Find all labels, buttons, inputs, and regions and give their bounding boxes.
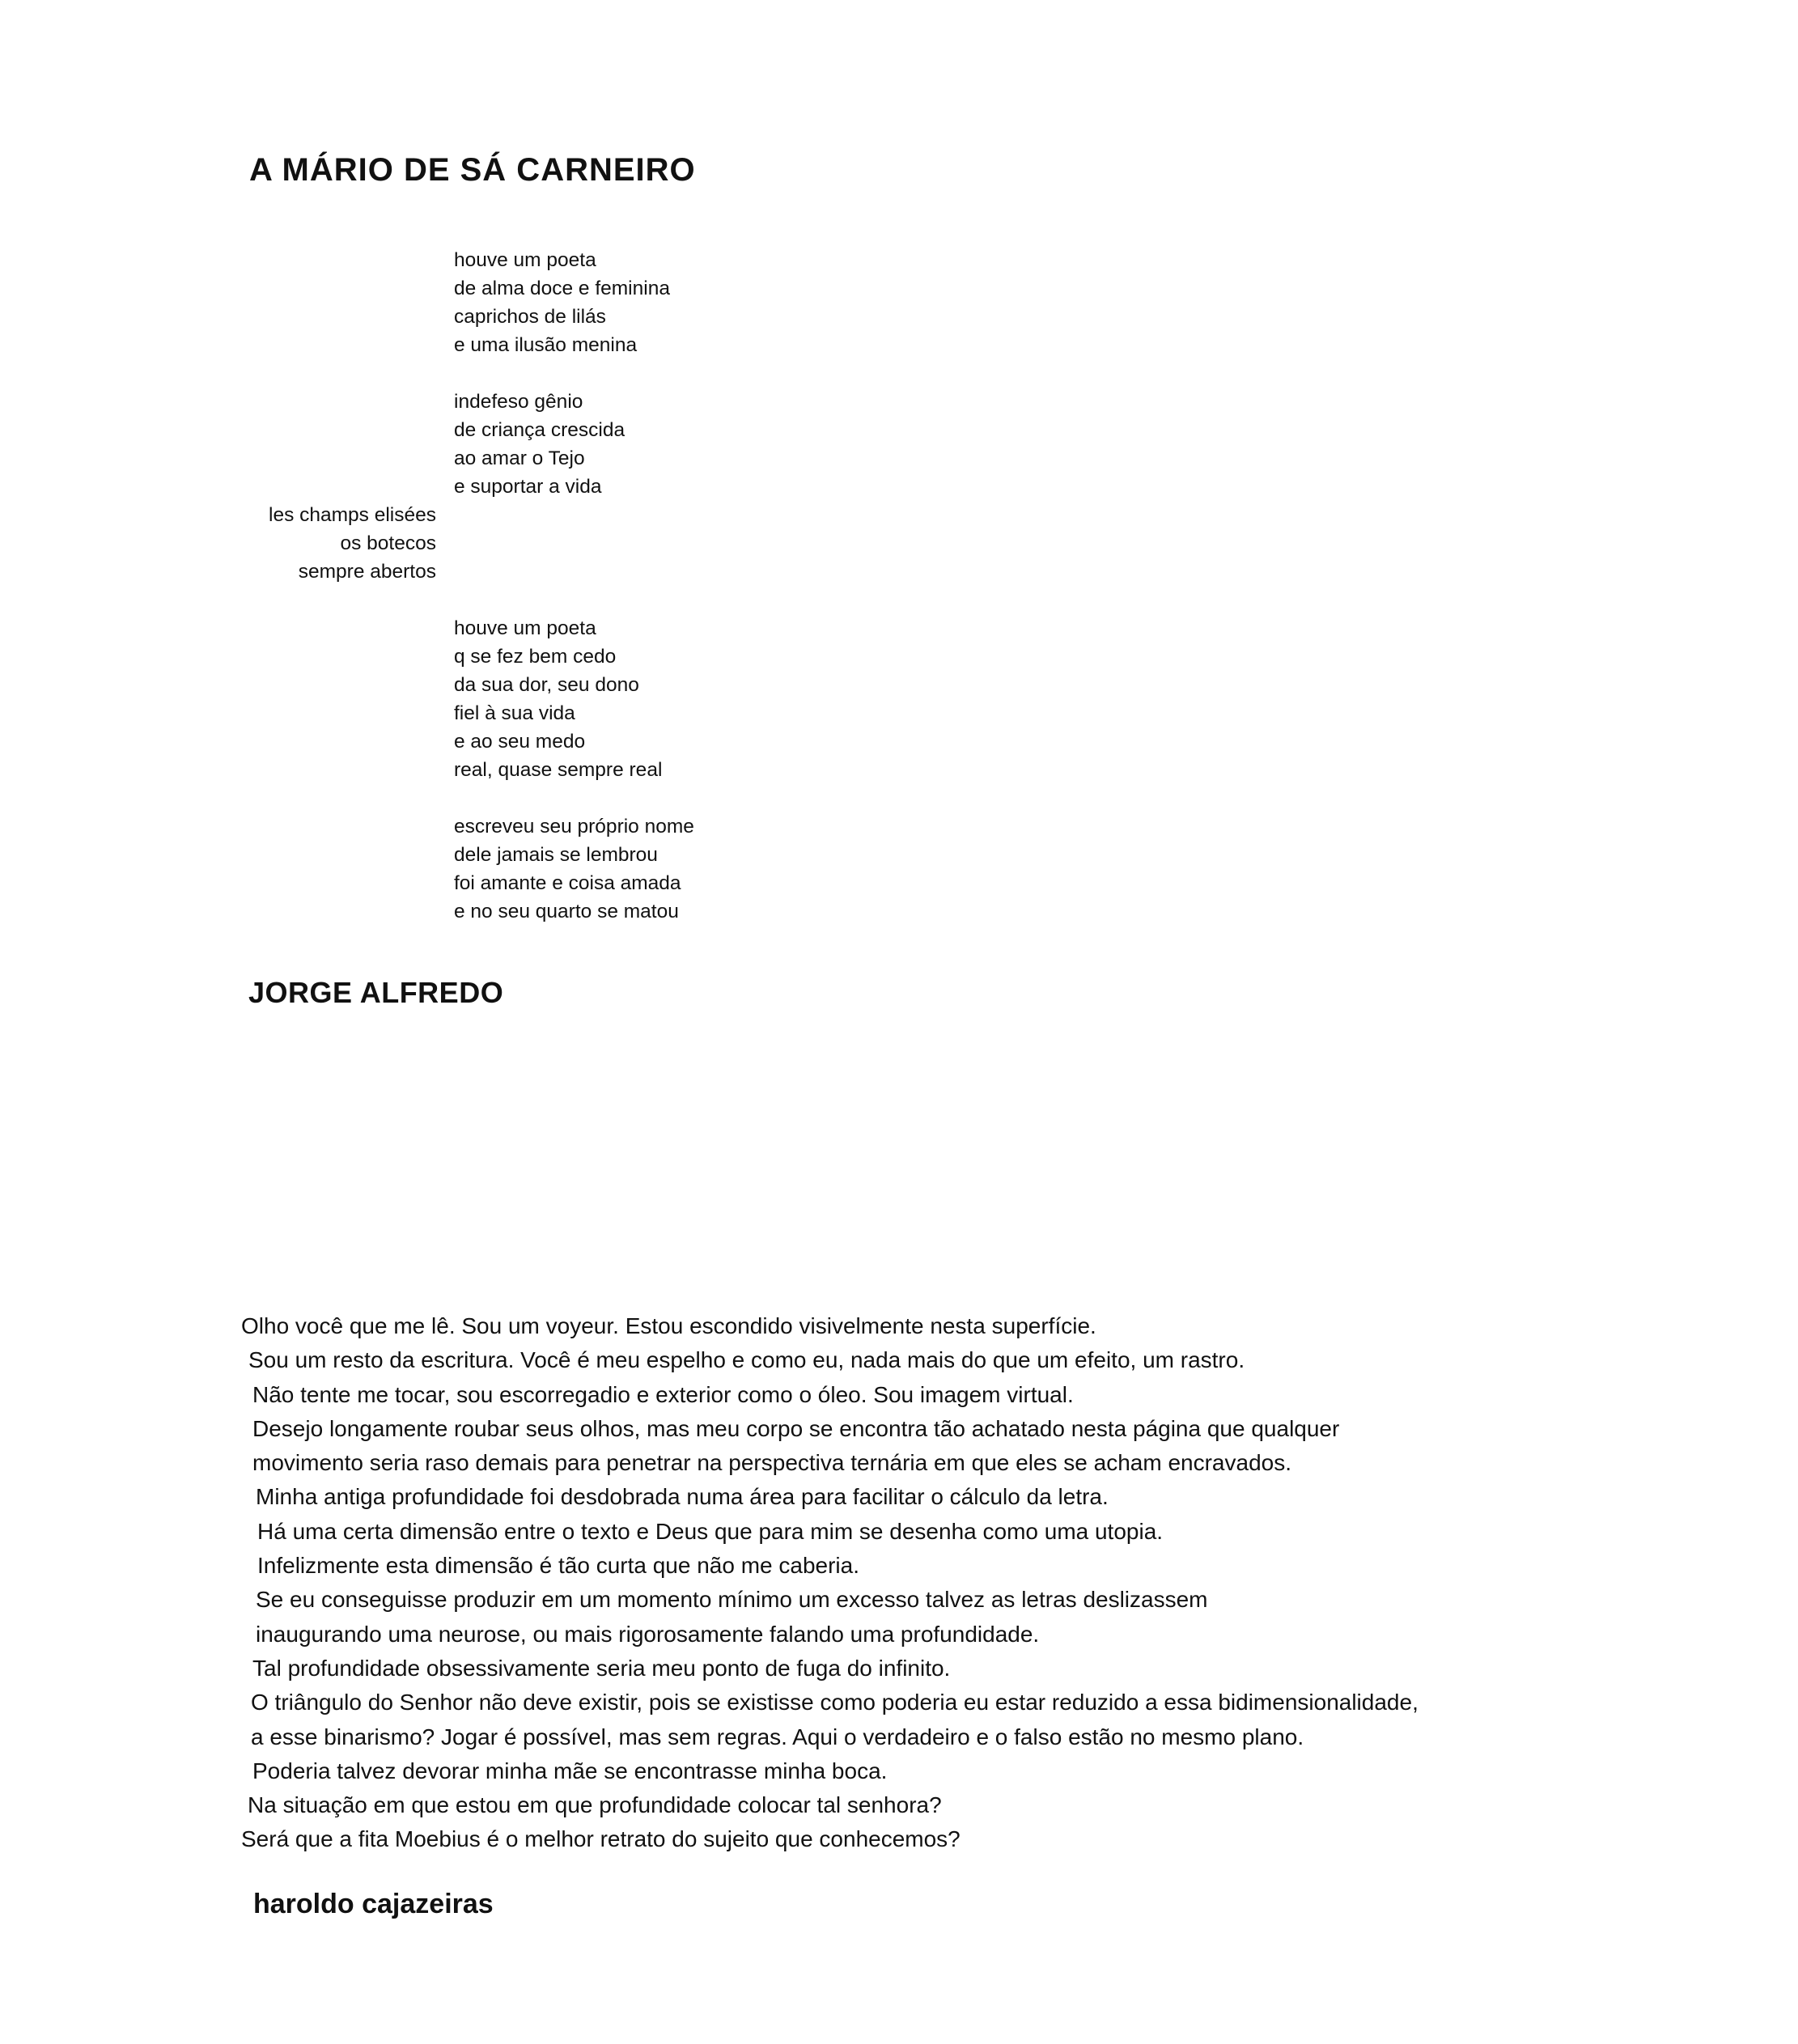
verse-line: e no seu quarto se matou [454, 901, 679, 922]
verse-line: ao amar o Tejo [454, 447, 585, 469]
prose-line: Há uma certa dimensão entre o texto e Deus que para mim se desenha como uma utopia. [257, 1518, 1164, 1544]
verse-line: da sua dor, seu dono [454, 674, 639, 696]
stanza-gap [454, 529, 694, 558]
poem-side-stanza [269, 501, 436, 586]
verse-line: e uma ilusão menina [454, 334, 638, 356]
verse-line: sempre abertos [298, 561, 436, 583]
verse-line: q se fez bem cedo [454, 646, 617, 668]
stanza [454, 812, 694, 926]
prose-line: movimento seria raso demais para penetrar na perspectiva ternária em que eles se acham encravados. [252, 1450, 1291, 1476]
stanza [454, 388, 694, 501]
stanza-gap [454, 784, 694, 812]
prose-line: a esse binarismo? Jogar é possível, mas sem regras. Aqui o verdadeiro e o falso estão no mesmo plano. [251, 1724, 1304, 1749]
poem-title: A MÁRIO DE SÁ CARNEIRO [249, 152, 696, 188]
stanza-gap [454, 501, 694, 529]
verse-line: e ao seu medo [454, 731, 586, 753]
verse-line: les champs elisées [269, 504, 436, 526]
verse-line: escreveu seu próprio nome [454, 816, 694, 838]
prose-line: O triângulo do Senhor não deve existir, pois se existisse como poderia eu estar reduzido a essa bidimensionalidade, [251, 1690, 1418, 1715]
prose-author: haroldo cajazeiras [253, 1889, 494, 1919]
verse-line: houve um poeta [454, 617, 596, 639]
prose-line: Minha antiga profundidade foi desdobrada numa área para facilitar o cálculo da letra. [256, 1484, 1109, 1510]
stanza [454, 246, 694, 359]
verse-line: real, quase sempre real [454, 759, 663, 781]
verse-line: e suportar a vida [454, 476, 602, 498]
verse-line: foi amante e coisa amada [454, 872, 681, 894]
prose-line: Será que a fita Moebius é o melhor retrato do sujeito que conhecemos? [241, 1826, 960, 1852]
prose-line: Se eu conseguisse produzir em um momento mínimo um excesso talvez as letras deslizassem [256, 1587, 1208, 1613]
prose-line: Desejo longamente roubar seus olhos, mas meu corpo se encontra tão achatado nesta página que qualquer [252, 1415, 1340, 1441]
verse-line: os botecos [340, 532, 436, 554]
stanza [454, 614, 694, 784]
verse-line: caprichos de lilás [454, 306, 606, 328]
verse-line: dele jamais se lembrou [454, 844, 658, 866]
verse-line: de alma doce e feminina [454, 278, 670, 299]
poem-main-column [454, 246, 694, 926]
prose-line: Olho você que me lê. Sou um voyeur. Estou escondido visivelmente nesta superfície. [241, 1313, 1096, 1338]
prose-line: inaugurando uma neurose, ou mais rigorosamente falando uma profundidade. [256, 1621, 1040, 1647]
verse-line: indefeso gênio [454, 391, 583, 413]
verse-line: houve um poeta [454, 249, 596, 271]
poem-author: JORGE ALFREDO [248, 976, 504, 1009]
stanza-gap [454, 586, 694, 614]
prose-line: Na situação em que estou em que profundidade colocar tal senhora? [248, 1792, 942, 1818]
stanza-gap [454, 359, 694, 388]
verse-line: de criança crescida [454, 419, 625, 441]
prose-text [241, 1309, 1418, 1857]
prose-line: Infelizmente esta dimensão é tão curta que não me caberia. [257, 1553, 859, 1579]
stanza-gap [454, 558, 694, 586]
prose-line: Sou um resto da escritura. Você é meu espelho e como eu, nada mais do que um efeito, um rastro. [248, 1347, 1245, 1373]
prose-line: Tal profundidade obsessivamente seria meu ponto de fuga do infinito. [252, 1655, 951, 1681]
verse-line: fiel à sua vida [454, 702, 575, 724]
prose-line: Não tente me tocar, sou escorregadio e exterior como o óleo. Sou imagem virtual. [252, 1381, 1074, 1407]
prose-line: Poderia talvez devorar minha mãe se encontrasse minha boca. [252, 1758, 888, 1783]
